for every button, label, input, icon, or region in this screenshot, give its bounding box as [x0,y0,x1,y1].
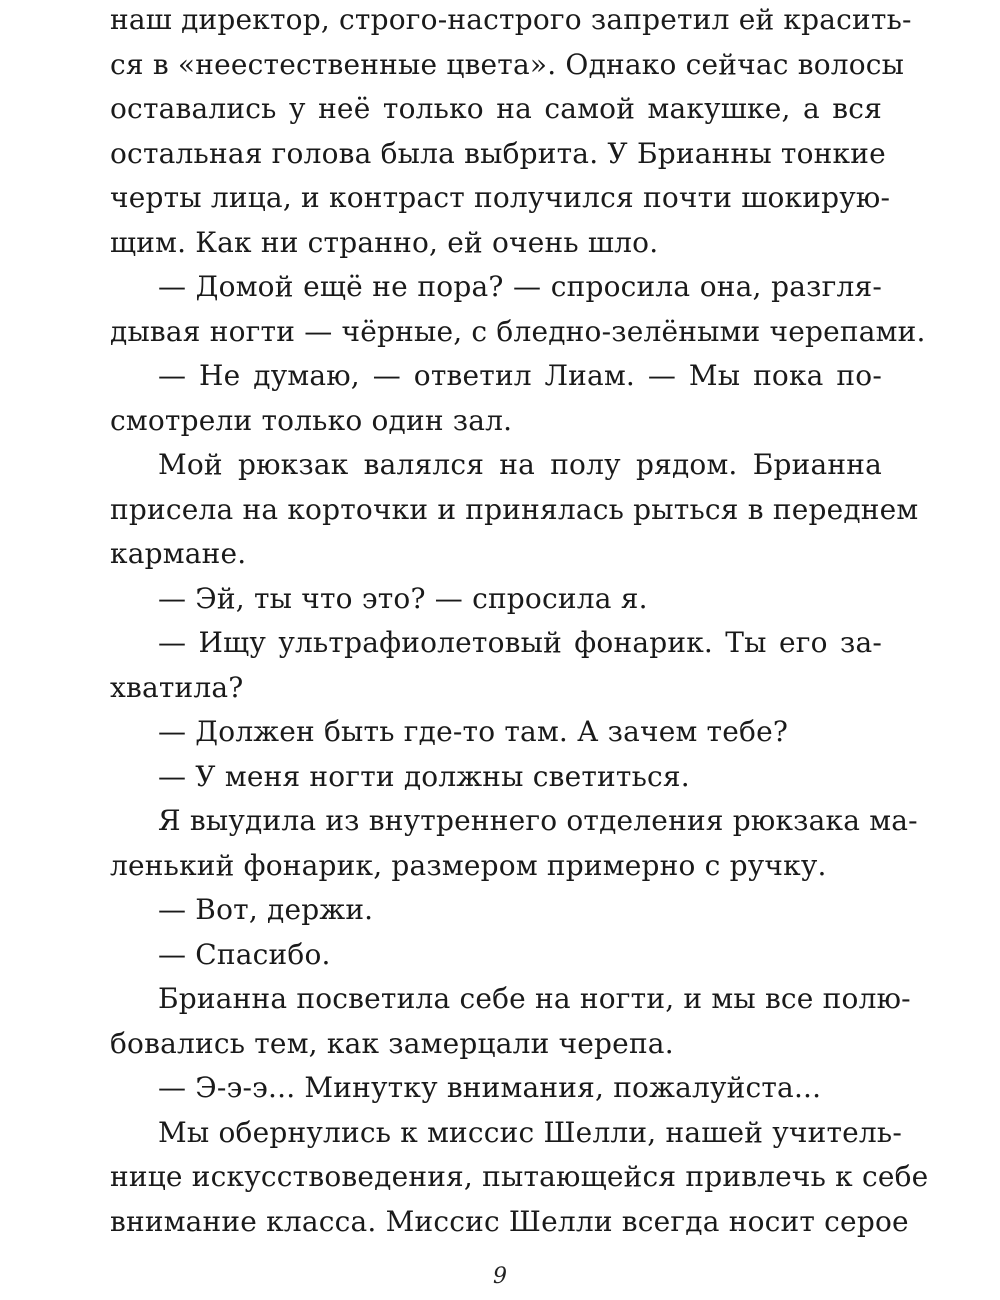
text-line: наш директор, строго-настрого запретил ей красить- [110,3,912,36]
text-line: — Ищу ультрафиолетовый фонарик. Ты его за- [158,626,882,659]
text-line: внимание класса. Миссис Шелли всегда носит серое [110,1204,909,1238]
text-line: — Домой ещё не пора? — спросила она, разгля- [158,270,882,303]
text-line: черты лица, и контраст получился почти шокирую- [110,181,891,214]
text-line: — Э-э-э... Минутку внимания, пожалуйста... [158,1071,822,1104]
text-line: — Спасибо. [158,937,331,971]
text-line: Мы обернулись к миссис Шелли, нашей учитель- [158,1115,903,1149]
text-line: смотрели только один зал. [110,403,513,437]
text-line: хватила? [110,670,244,704]
text-line: — Эй, ты что это? — спросила я. [158,581,648,615]
text-line: Брианна посветила себе на ногти, и мы все полю- [158,982,911,1015]
text-line: щим. Как ни странно, ей очень шло. [110,225,659,259]
text-line: кармане. [110,537,247,570]
text-line: Мой рюкзак валялся на полу рядом. Брианна [158,448,882,481]
text-line: ся в «неестественные цвета». Однако сейчас волосы [110,47,905,81]
text-line: — Должен быть где-то там. А зачем тебе? [158,715,789,748]
text-line: дывая ногти — чёрные, с бледно-зелёными черепами. [110,314,926,348]
text-line: остальная голова была выбрита. У Брианны тонкие [110,136,886,170]
text-line: бовались тем, как замерцали черепа. [110,1026,674,1060]
text-line: нице искусствоведения, пытающейся привлечь к себе [110,1160,929,1193]
text-line: оставались у неё только на самой макушке, а вся [110,92,882,125]
text-line: — Вот, держи. [158,893,374,926]
text-line: — Не думаю, — ответил Лиам. — Мы пока по- [158,359,882,392]
text-line: ленький фонарик, размером примерно с ручку. [110,848,827,882]
text-line: — У меня ногти должны светиться. [158,759,690,793]
text-line: присела на корточки и принялась рыться в переднем [110,492,919,526]
text-line: Я выудила из внутреннего отделения рюкзака ма- [158,804,918,837]
page-number: 9 [493,1264,507,1289]
body-text [110,0,929,1244]
